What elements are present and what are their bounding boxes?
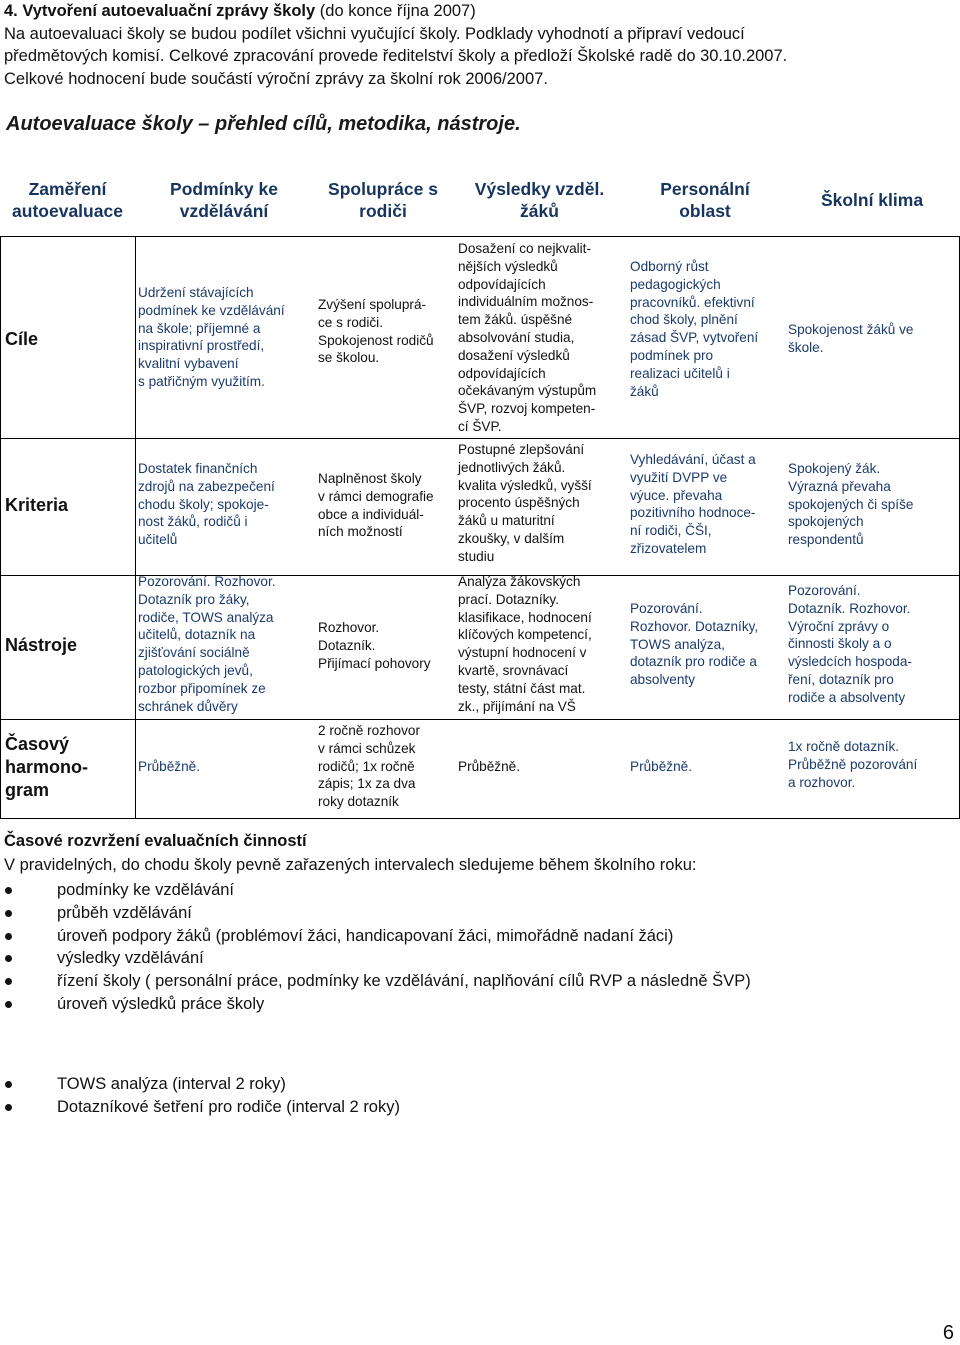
text-line: Personální [660, 179, 750, 199]
intro-line-1: Na autoevaluaci školy se budou podílet všichni vyučující školy. Podklady vyhodnotí a připraví vedoucí [4, 24, 745, 43]
text-line: ní rodiči, ČŠI, [630, 523, 712, 539]
text-line: tem žáků. úspěšné [458, 312, 573, 328]
cell-cile-parents [318, 296, 453, 367]
text-line: rodičů; 1x ročně [318, 758, 415, 774]
text-line: respondentů [788, 532, 864, 548]
cell-harmonogram-climate [788, 738, 958, 791]
text-line: kvartě, srovnávací [458, 662, 569, 678]
text-line: na škole; příjemné a [138, 320, 261, 336]
text-line: Výrazná převaha [788, 478, 891, 494]
header-parents [313, 168, 453, 232]
text-line: Přijímací pohovory [318, 655, 431, 671]
text-line: Pozorování. [788, 583, 861, 598]
text-line: žáků [520, 201, 559, 221]
cell-cile-personnel [630, 258, 785, 400]
text-line: Výsledky vzděl. [474, 179, 605, 199]
section-heading: 4. Vytvoření autoevaluační zprávy školy [4, 2, 316, 20]
text-line: 1x ročně dotazník. [788, 739, 900, 754]
bullet-icon [5, 955, 12, 962]
cell-cile-results [458, 240, 628, 436]
text-line: procento úspěšných [458, 495, 580, 511]
text-line: nějších výsledků [458, 258, 558, 274]
page-number: 6 [942, 1322, 954, 1344]
text-line: zásad ŠVP, vytvoření [630, 330, 759, 346]
text-line: Rozhovor. [318, 620, 380, 635]
column-rule [135, 236, 136, 818]
bullet-icon [5, 933, 12, 940]
cell-harmonogram-parents [318, 722, 453, 811]
text-line: ce s rodiči. [318, 314, 383, 330]
text-line: cí ŠVP. [458, 418, 502, 434]
text-line: patologických jevů, [138, 662, 253, 678]
text-line: Pozorování. [630, 601, 703, 616]
text-line: a rozhovor. [788, 774, 856, 790]
text-line: Dostatek finančních [138, 461, 258, 476]
table-bottom-rule [0, 818, 960, 819]
list-item: řízení školy ( personální práce, podmínky ke vzdělávání, naplňování cílů RVP a následně ŠVP) [0, 970, 950, 993]
text-line: spokojených [788, 514, 864, 530]
text-line: Podmínky ke [170, 179, 278, 199]
text-line: Spokojený žák. [788, 461, 881, 476]
cell-cile-conditions [138, 284, 313, 391]
text-line: Cíle [5, 329, 39, 349]
cell-harmonogram-results [458, 758, 628, 776]
row-label-kriteria [5, 494, 68, 517]
text-line: zkoušky, v dalším [458, 530, 565, 546]
row-rule-3 [0, 719, 960, 720]
text-line: testy, státní část mat. [458, 680, 586, 696]
text-line: Analýza žákovských [458, 574, 581, 589]
bullet-icon [5, 1001, 12, 1008]
text-line: zápis; 1x za dva [318, 776, 416, 792]
text-line: Průběžně pozorování [788, 756, 918, 772]
cell-kriteria-results [458, 441, 628, 566]
analysis-list [0, 1073, 950, 1119]
text-line: individuálním možnos- [458, 294, 594, 310]
text-line: zřizovatelem [630, 540, 707, 556]
text-line: pracovníků. efektivní [630, 294, 755, 310]
text-line: inspirativní prostředí, [138, 338, 265, 354]
schedule-intro: V pravidelných, do chodu školy pevně zařazených intervalech sledujeme během školního roku: [4, 856, 697, 874]
header-focus [0, 168, 135, 232]
text-line: výstupní hodnocení v [458, 645, 587, 661]
text-line: gram [5, 780, 50, 800]
cell-nastroje-parents [318, 619, 453, 672]
text-line: výsledcích hospoda- [788, 654, 912, 670]
text-line: vzdělávání [179, 201, 269, 221]
text-line: podmínek pro [630, 347, 714, 363]
text-line: klíčových kompetencí, [458, 627, 592, 643]
text-line: Zaměření [28, 179, 107, 199]
cell-kriteria-personnel [630, 451, 785, 558]
text-line: dotazník pro rodiče a [630, 654, 757, 670]
row-label-harmonogram [5, 733, 88, 802]
text-line: Dosažení co nejkvalit- [458, 241, 591, 256]
text-line: žáků [630, 383, 659, 399]
text-line: absolventy [630, 672, 695, 688]
text-line: ření, dotazník pro [788, 671, 894, 687]
text-line: rodiče, TOWS analýza [138, 609, 274, 625]
text-line: podmínek ke vzdělávání [138, 302, 285, 318]
list-item: průběh vzdělávání [0, 902, 950, 925]
text-line: schránek důvěry [138, 698, 238, 714]
header-climate [784, 168, 960, 232]
text-line: TOWS analýza, [630, 636, 725, 652]
cell-nastroje-personnel [630, 600, 785, 689]
text-line: spokojených či spíše [788, 496, 914, 512]
text-line: pozitivního hodnoce- [630, 505, 756, 521]
text-line: činnosti školy a o [788, 636, 892, 652]
text-line: Dotazník. Rozhovor. [788, 600, 911, 616]
text-line: Kriteria [5, 495, 69, 515]
list-item: TOWS analýza (interval 2 roky) [0, 1073, 950, 1096]
text-line: Zvýšení spoluprá- [318, 297, 427, 312]
text-line: ních možností [318, 524, 403, 540]
header-conditions [135, 168, 313, 232]
text-line: Udržení stávajících [138, 285, 254, 300]
schedule-title: Časové rozvržení evaluačních činností [4, 832, 307, 850]
text-line: Časový [5, 734, 70, 754]
text-line: ŠVP, rozvoj kompeten- [458, 401, 596, 417]
text-line: Průběžně. [630, 759, 692, 774]
text-line: pedagogických [630, 276, 721, 292]
text-line: chod školy, plnění [630, 312, 738, 328]
text-line: rodiči [359, 201, 407, 221]
list-item: úroveň podpory žáků (problémoví žáci, handicapovaní žáci, mimořádně nadaní žáci) [0, 925, 950, 948]
text-line: Průběžně. [458, 759, 520, 774]
text-line: zdrojů na zabezpečení [138, 478, 275, 494]
text-line: zk., přijímání na VŠ [458, 698, 576, 714]
text-line: v rámci schůzek [318, 740, 416, 756]
intro-line-2: předmětových komisí. Celkové zpracování provede ředitelství školy a předloží Školské radě do 30.10.2007. [4, 47, 788, 65]
text-line: Pozorování. Rozhovor. [138, 574, 276, 589]
text-line: očekávaným výstupům [458, 383, 597, 399]
header-results [453, 168, 626, 232]
text-line: Odborný růst [630, 259, 709, 274]
text-line: se školou. [318, 350, 380, 366]
text-line: kvalitní vybavení [138, 356, 239, 372]
list-item: úroveň výsledků práce školy [0, 993, 950, 1016]
cell-nastroje-conditions [138, 573, 313, 715]
text-line: Průběžně. [138, 759, 200, 774]
text-line: prací. Dotazníky. [458, 591, 559, 607]
text-line: nost žáků, rodičů i [138, 514, 248, 530]
text-line: v rámci demografie [318, 488, 434, 504]
text-line: 2 ročně rozhovor [318, 723, 421, 738]
list-item: Dotazníkové šetření pro rodiče (interval 2 roky) [0, 1096, 950, 1119]
text-line: kvalita výsledků, vyšší [458, 477, 592, 493]
text-line: rodiče a absolventy [788, 689, 906, 705]
schedule-list [0, 879, 950, 1016]
text-line: chodu školy; spokoje- [138, 496, 269, 512]
list-item: podmínky ke vzdělávání [0, 879, 950, 902]
cell-kriteria-conditions [138, 460, 313, 549]
text-line: Dotazník pro žáky, [138, 591, 250, 607]
text-line: Dotazník. [318, 637, 376, 653]
bullet-icon [5, 910, 12, 917]
text-line: Školní klima [820, 190, 924, 210]
intro-section [4, 0, 956, 90]
text-line: roky dotazník [318, 794, 399, 810]
text-line: Spokojenost rodičů [318, 332, 434, 348]
text-line: odpovídajících [458, 365, 546, 381]
text-line: využití DVPP ve [630, 469, 728, 485]
row-label-cile [5, 328, 38, 351]
text-line: rozbor připomínek ze [138, 680, 266, 696]
text-line: Spolupráce s [328, 179, 438, 199]
text-line: absolvování studia, [458, 329, 575, 345]
text-line: Nástroje [5, 635, 78, 655]
text-line: Vyhledávání, účast a [630, 452, 756, 467]
text-line: Rozhovor. Dotazníky, [630, 618, 759, 634]
text-line: klasifikace, hodnocení [458, 609, 592, 625]
text-line: výuce. převaha [630, 487, 723, 503]
cell-harmonogram-personnel [630, 758, 785, 776]
table-left-rule [0, 236, 1, 818]
cell-harmonogram-conditions [138, 758, 313, 776]
text-line: škole. [788, 339, 824, 355]
cell-cile-climate [788, 321, 958, 357]
text-line: Postupné zlepšování [458, 442, 585, 457]
header-rule [0, 236, 960, 237]
bullet-icon [5, 1081, 12, 1088]
text-line: Výroční zprávy o [788, 618, 890, 634]
cell-nastroje-climate [788, 582, 958, 707]
text-line: autoevaluace [12, 201, 123, 221]
bullet-icon [5, 887, 12, 894]
text-line: studiu [458, 548, 495, 564]
text-line: obce a individuál- [318, 506, 424, 522]
intro-line-3: Celkové hodnocení bude součástí výroční zprávy za školní rok 2006/2007. [4, 69, 548, 88]
row-label-nastroje [5, 634, 77, 657]
cell-kriteria-parents [318, 470, 453, 541]
text-line: zjišťování sociálně [138, 645, 250, 661]
bullet-icon [5, 978, 12, 985]
text-line: harmono- [5, 757, 88, 777]
text-line: odpovídajících [458, 276, 546, 292]
text-line: žáků u maturitní [458, 513, 555, 529]
cell-kriteria-climate [788, 460, 958, 549]
row-rule-1 [0, 438, 960, 439]
text-line: učitelů, dotazník na [138, 627, 256, 643]
cell-nastroje-results [458, 573, 628, 715]
text-line: realizaci učitelů i [630, 365, 730, 381]
table-title: Autoevaluace školy – přehled cílů, metodika, nástroje. [6, 113, 521, 135]
section-heading-note: (do konce října 2007) [315, 2, 476, 20]
autoevaluation-table [0, 168, 960, 818]
bullet-icon [5, 1104, 12, 1111]
section-heading-line [4, 0, 956, 23]
text-line: oblast [679, 201, 731, 221]
text-line: jednotlivých žáků. [458, 459, 566, 475]
text-line: dosažení výsledků [458, 347, 570, 363]
text-line: Spokojenost žáků ve [788, 322, 914, 337]
text-line: Naplněnost školy [318, 471, 422, 486]
text-line: s patřičným využitím. [138, 373, 265, 389]
header-personnel [626, 168, 784, 232]
text-line: učitelů [138, 532, 178, 548]
list-item: výsledky vzdělávání [0, 947, 950, 970]
